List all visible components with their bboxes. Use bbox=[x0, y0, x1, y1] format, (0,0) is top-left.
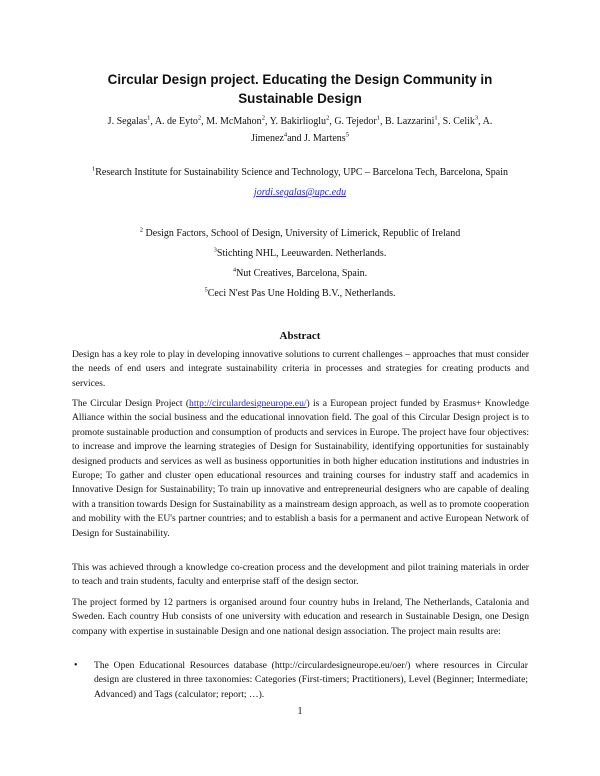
affiliation-superscript: 1 bbox=[92, 165, 96, 173]
author-superscript: 1 bbox=[434, 114, 438, 122]
paragraph-text: The Circular Design Project ( bbox=[72, 398, 190, 409]
abstract-paragraph-3: This was achieved through a knowledge co-creation process and the development and pilot training materials in order to teach and train students, faculty and enterprise staff of the design sector. bbox=[72, 562, 529, 588]
affiliation-text: Design Factors, School of Design, University of Limerick, Republic of Ireland bbox=[143, 228, 461, 239]
corresponding-email bbox=[40, 187, 560, 198]
author-superscript: 2 bbox=[326, 114, 330, 122]
author-name: , A. bbox=[478, 116, 493, 127]
affiliation-text: Research Institute for Sustainability Science and Technology, UPC – Barcelona Tech, Barcelona, Spain bbox=[95, 167, 508, 178]
title-line-2: Sustainable Design bbox=[238, 91, 362, 106]
title-line-1: Circular Design project. Educating the Design Community in bbox=[107, 72, 493, 87]
email-link[interactable]: jordi.segalas@upc.edu bbox=[253, 187, 347, 198]
affiliation-superscript: 4 bbox=[232, 266, 237, 274]
author-name: , S. Celik bbox=[437, 116, 475, 127]
author-name: and J. Martens bbox=[287, 133, 346, 144]
affiliation-text: Nut Creatives, Barcelona, Spain. bbox=[236, 268, 368, 279]
affiliation-superscript: 2 bbox=[139, 226, 144, 234]
page-number: 1 bbox=[297, 706, 303, 717]
author-superscript: 4 bbox=[283, 131, 288, 139]
author-superscript: 1 bbox=[376, 114, 380, 122]
author-superscript: 2 bbox=[197, 114, 202, 122]
author-name: , M. McMahon bbox=[201, 116, 262, 127]
bullet-marker: • bbox=[74, 660, 78, 671]
paper-title bbox=[60, 70, 540, 108]
affiliation-5 bbox=[40, 288, 560, 299]
affiliation-1 bbox=[40, 167, 560, 178]
project-website-link[interactable]: http://circulardesigneurope.eu/ bbox=[189, 398, 307, 409]
affiliation-text: Stichting NHL, Leeuwarden. Netherlands. bbox=[216, 248, 387, 259]
paragraph-text: ) is a European project funded by Erasmus+ Knowledge Alliance within the social business and the educational innovation field. The goal of this Circular Design project is to promote sustainable production and consumption of products and services in Europe. The project have four objectives: to increase and improve the learning strategies of Design for Sustainability, identifying opportunities for sustainably designed products and services as well as business opportunities in both higher education institutions and industries in Europe; To gather and cluster open educational resources and training courses for industry staff and academics in Innovative Design for Sustainability; To train up innovative and entrepreneurial designers who are capable of dealing with a transition towards Design for Sustainability as a mainstream design approach, as well as to promote cooperation and mobility with the EU's partner countries; and to establish a basis for a permanent and active European Network of Design for Sustainability. bbox=[72, 398, 529, 539]
author-name: J. Segalas bbox=[107, 116, 148, 127]
abstract-paragraph-1: Design has a key role to play in developing innovative solutions to current challenges – approaches that must consider the needs of end users and integrate sustainability criteria in processes and strategies for creating products and services. bbox=[72, 349, 529, 389]
affiliation-3 bbox=[40, 248, 560, 259]
author-name: , Y. Bakirlioglu bbox=[264, 116, 327, 127]
author-name: , B. Lazzarini bbox=[380, 116, 435, 127]
author-superscript: 2 bbox=[261, 114, 265, 122]
author-name: Jimenez bbox=[251, 133, 284, 144]
abstract-paragraph-4: The project formed by 12 partners is organised around four country hubs in Ireland, The Netherlands, Catalonia and Sweden. Each country Hub consists of one university with education and research in Sustainable Design, one Design company with expertise in sustainable Design and one national design association. The project main results are: bbox=[72, 597, 529, 637]
author-list bbox=[80, 113, 520, 147]
bullet-item-oer-database: The Open Educational Resources database (http://circulardesigneurope.eu/oer/) where resources in Circular design are clustered in three taxonomies: Categories (First-timers; Practitioners), Level (Beginner; Intermediate; Advanced) and Tags (calculator; report; …). bbox=[94, 660, 528, 700]
author-superscript: 5 bbox=[345, 131, 349, 139]
affiliation-superscript: 3 bbox=[213, 246, 217, 254]
affiliation-text: Ceci N'est Pas Une Holding B.V., Netherlands. bbox=[207, 288, 396, 299]
affiliation-4 bbox=[40, 268, 560, 279]
author-superscript: 3 bbox=[474, 114, 479, 122]
author-superscript: 1 bbox=[147, 114, 151, 122]
abstract-paragraph-2 bbox=[72, 397, 529, 541]
author-name: , A. de Eyto bbox=[150, 116, 198, 127]
author-name: , G. Tejedor bbox=[329, 116, 377, 127]
abstract-heading: Abstract bbox=[279, 330, 321, 342]
affiliation-2 bbox=[40, 228, 560, 239]
affiliation-superscript: 5 bbox=[204, 286, 208, 294]
